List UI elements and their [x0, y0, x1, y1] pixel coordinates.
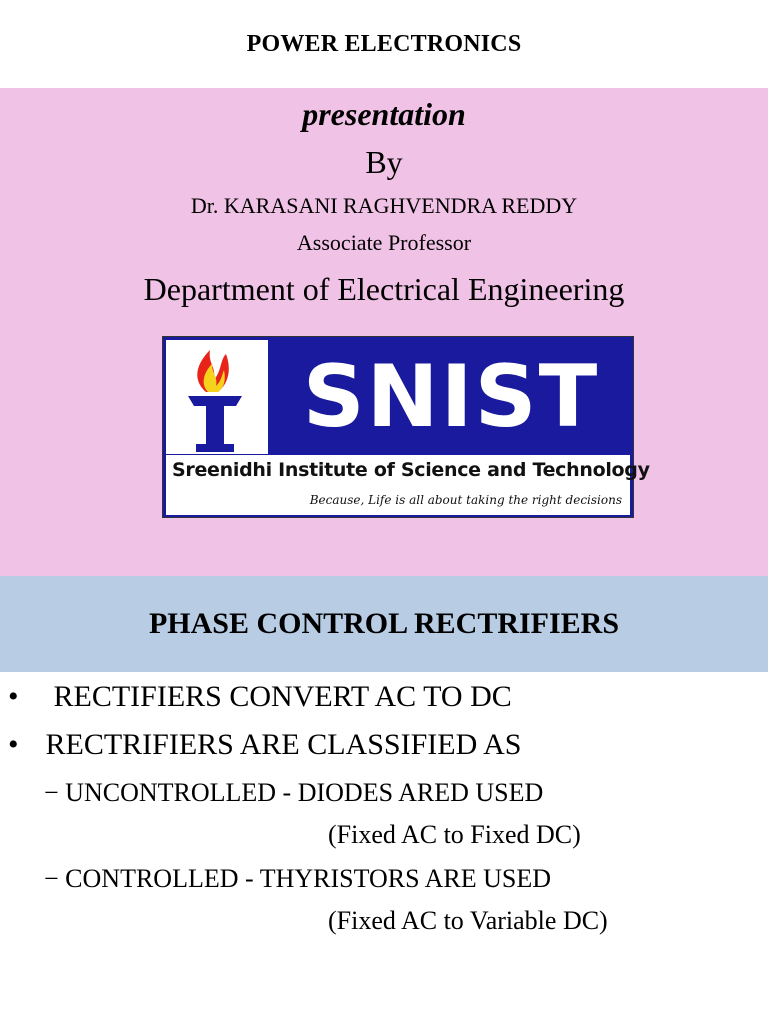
presentation-label: presentation — [302, 96, 466, 132]
bullet-item — [8, 680, 512, 714]
bullet-item — [8, 728, 521, 762]
logo-tagline: Because, Life is all about taking the right decisions — [166, 485, 630, 515]
torch-icon — [166, 340, 268, 454]
sub-item-label: UNCONTROLLED - — [65, 778, 298, 807]
sub-item — [44, 864, 551, 894]
title-slide — [0, 88, 768, 576]
bullet-icon: • — [8, 680, 19, 713]
dash-icon: − — [44, 864, 59, 893]
dash-icon: − — [44, 778, 59, 807]
sub-item-text: THYRISTORS ARE USED — [259, 864, 552, 893]
sub-item-note: (Fixed AC to Fixed DC) — [328, 820, 581, 849]
sub-item — [44, 778, 543, 808]
sub-item-label: CONTROLLED - — [65, 864, 260, 893]
bullet-text: RECTIFIERS CONVERT AC TO DC — [53, 680, 512, 713]
sub-item-text: DIODES ARED USED — [297, 778, 544, 807]
slide2-title: PHASE CONTROL RECTRIFIERS — [0, 576, 768, 672]
slide2-content — [0, 672, 768, 1024]
snist-logo — [162, 336, 650, 518]
by-label: By — [365, 144, 403, 180]
page-title: POWER ELECTRONICS — [246, 30, 522, 57]
department-name: Department of Electrical Engineering — [143, 271, 625, 307]
sub-item-note: (Fixed AC to Variable DC) — [328, 906, 608, 935]
bullet-icon: • — [8, 728, 19, 761]
author-name: Dr. KARASANI RAGHVENDRA REDDY — [190, 193, 578, 218]
bullet-text: RECTRIFIERS ARE CLASSIFIED AS — [45, 728, 522, 761]
author-role: Associate Professor — [296, 230, 472, 255]
logo-institute-name: Sreenidhi Institute of Science and Technology — [166, 455, 630, 485]
logo-brand-text: SNIST — [302, 347, 600, 447]
